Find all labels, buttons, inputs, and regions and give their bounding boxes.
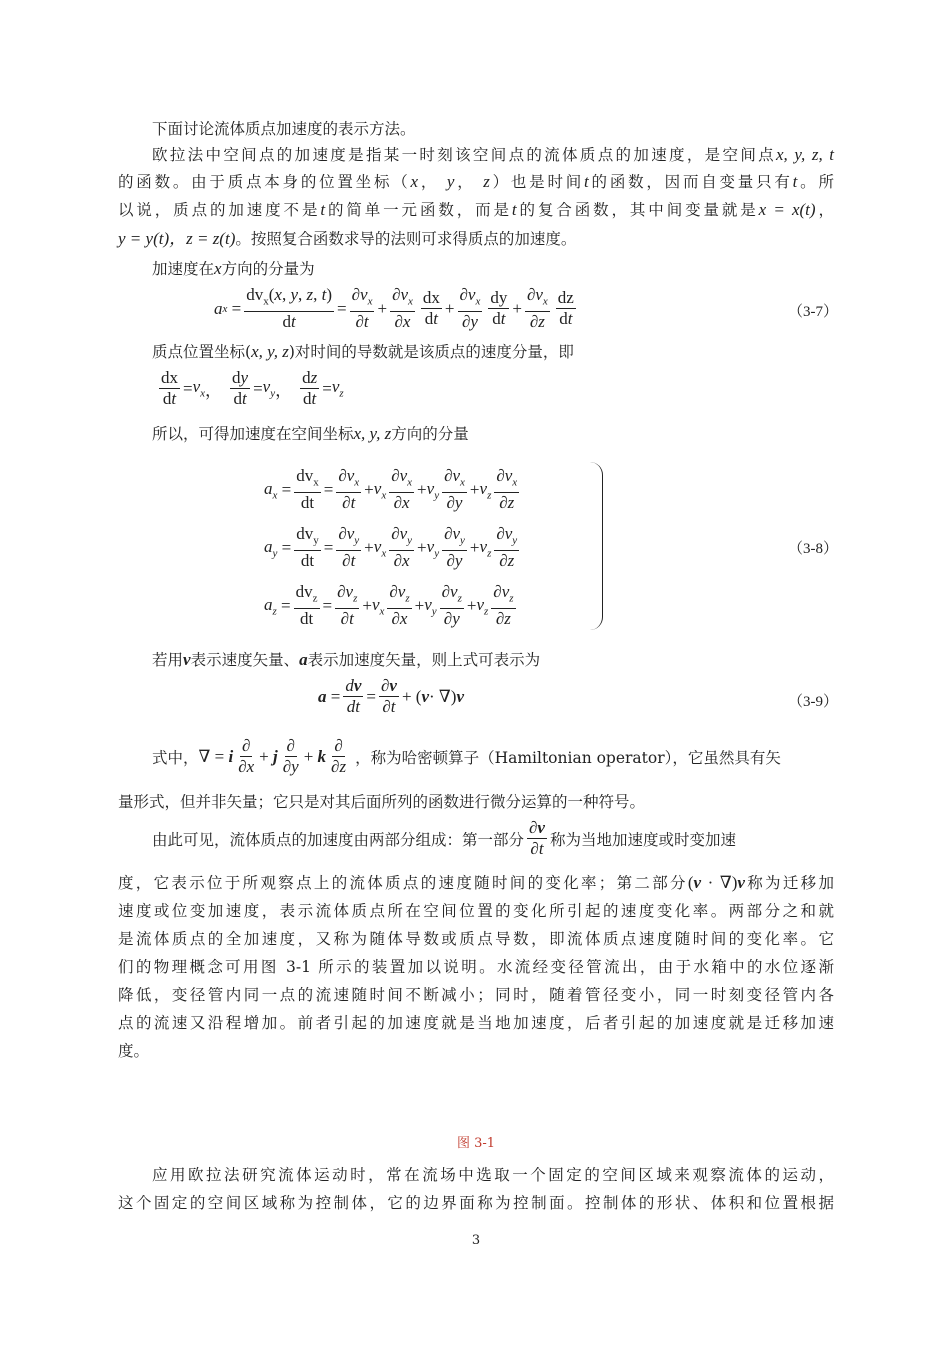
paragraph-line: 加速度在x方向的分量为 [152,259,315,278]
paragraph-line: 所以，可得加速度在空间坐标x, y, z方向的分量 [152,424,469,443]
paragraph-line: 下面讨论流体质点加速度的表示方法。 [152,120,416,138]
paragraph-line: 这个固定的空间区域称为控制体，它的边界面称为控制面。控制体的形状、体积和位置根据 [118,1194,834,1212]
hamiltonian-line: 式中， ∇ = i $\frac{\partial}{\partial x}$ + j $\frac{\partial}{\partial y}$ + k $\frac{\partial}{\partial z}$ ，称为哈密顿算子（Hamiltonian operator），它虽然具有矢 [152,736,781,776]
equation-3-8-ay: $a_y$ = $\frac{dv_y}{dt}$ = $\frac{\partial v_y}{\partial t}$ + $v_x$ $\frac{\partial v_y}{\partial x}$ + $v_y$ $\frac{\partial v_y}{\partial y}$ + $v_z$ $\frac{\partial v_y}{\partial z}$ [264,524,518,571]
paragraph-line: 的函数。由于质点本身的位置坐标（x， y， z）也是时间t的函数，因而自变量只有t。所 [118,172,834,191]
velocity-components-equation: $\frac{dx}{dt}$ = $v_x$ ， $\frac{dy}{dt}$ = $v_y$ ， $\frac{dz}{dt}$ = $v_z$ [161,368,344,408]
right-brace [590,462,603,630]
equation-3-8-ax: $a_x$ = $\frac{dv_x}{dt}$ = $\frac{\partial v_x}{\partial t}$ + $v_x$ $\frac{\partial v_x}{\partial x}$ + $v_y$ $\frac{\partial v_x}{\partial y}$ + $v_z$ $\frac{\partial v_x}{\partial z}$ [264,466,518,513]
paragraph-line: y = y(t)，z = z(t)。按照复合函数求导的法则可求得质点的加速度。 [118,229,577,248]
equation-number: （3-7） [788,304,838,320]
paragraph-line: 若用v表示速度矢量、a表示加速度矢量，则上式可表示为 [152,650,541,669]
paragraph-line: 度。 [118,1042,150,1060]
equation-3-7: a x = $\frac{dv_x(x, y, z, t)}{dt}$ = $\frac{\partial v_x}{\partial t}$ + $\frac{\partial v_x}{\partial x}$ $\frac{dx}{dt}$ + $\frac{\partial v_x}{\partial y}$ $\frac{dy}{dt}$ + $\frac{\partial v_x}{\partial z}$ $\frac{dz}{dt}$ [214,285,574,332]
paragraph-line: 由此可见，流体质点的加速度由两部分组成：第一部分 $\frac{\partial v}{\partial t}$ 称为当地加速度或时变加速 [152,818,736,858]
paragraph-line: 点的流速又沿程增加。前者引起的加速度就是当地加速度，后者引起的加速度就是迁移加速 [118,1014,834,1032]
figure-caption: 图 3-1 [456,1136,496,1151]
paragraph-line: 量形式，但并非矢量；它只是对其后面所列的函数进行微分运算的一种符号。 [118,793,646,811]
paragraph-line: 们的物理概念可用图 3-1 所示的装置加以说明。水流经变径管流出，由于水箱中的水位逐渐 [118,958,834,976]
paragraph-line: 以说，质点的加速度不是t的简单一元函数，而是t的复合函数，其中间变量就是x = x(t)， [118,200,834,219]
equation-3-8-az: $a_z$ = $\frac{dv_z}{dt}$ = $\frac{\partial v_z}{\partial t}$ + $v_x$ $\frac{\partial v_z}{\partial x}$ + $v_y$ $\frac{\partial v_z}{\partial y}$ + $v_z$ $\frac{\partial v_z}{\partial z}$ [264,582,514,629]
paragraph-line: 度，它表示位于所观察点上的流体质点的速度随时间的变化率；第二部分(v · ∇)v称为迁移加 [118,873,834,892]
equation-number: （3-8） [788,541,838,557]
paragraph-line: 降低，变径管内同一点的流速随时间不断减小；同时，随着管径变小，同一时刻变径管内各 [118,986,834,1004]
page-number: 3 [471,1233,481,1248]
paragraph-line: 质点位置坐标(x, y, z)对时间的导数就是该质点的速度分量，即 [152,342,574,361]
paragraph-line: 应用欧拉法研究流体运动时，常在流场中选取一个固定的空间区域来观察流体的运动， [152,1166,834,1184]
paragraph-line: 速度或位变加速度，表示流体质点所在空间位置的变化所引起的速度变化率。两部分之和就 [118,902,834,920]
equation-3-9: a = $\frac{dv}{dt}$ = $\frac{\partial v}{\partial t}$ + ( v · ∇) v [318,676,464,716]
paragraph-line: 是流体质点的全加速度，又称为随体导数或质点导数，即流体质点速度随时间的变化率。它 [118,930,834,948]
paragraph-line: 欧拉法中空间点的加速度是指某一时刻该空间点的流体质点的加速度，是空间点x, y, z, t [152,145,834,164]
equation-number: （3-9） [788,694,838,710]
